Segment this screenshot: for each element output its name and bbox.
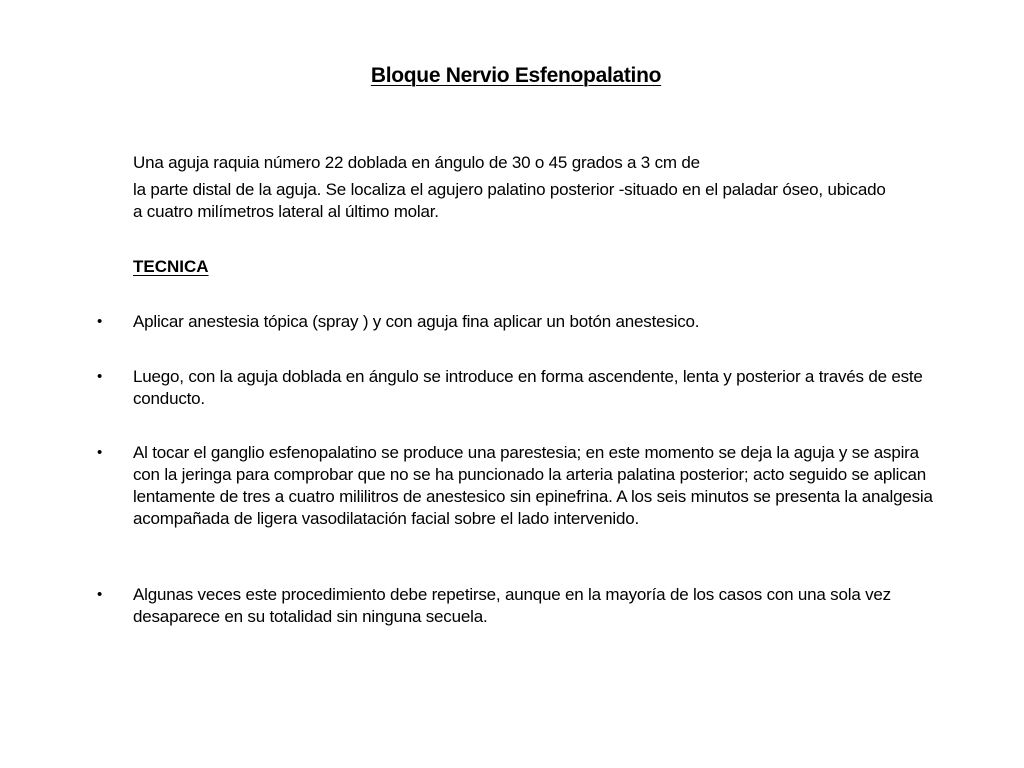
- bullet-text: Aplicar anestesia tópica (spray ) y con aguja fina aplicar un botón anestesico.: [133, 312, 700, 331]
- bullet-marker: •: [97, 313, 103, 330]
- bullet-text: Luego, con la aguja doblada en ángulo se introduce en forma ascendente, lenta y posterior a través de este conducto.: [133, 367, 923, 408]
- slide-title: Bloque Nervio Esfenopalatino: [370, 64, 662, 87]
- intro-paragraph: [133, 152, 945, 223]
- bullet-marker: •: [97, 586, 103, 603]
- section-heading-tecnica: TECNICA: [133, 257, 209, 276]
- bullet-item: [97, 584, 945, 628]
- bullet-text: Al tocar el ganglio esfenopalatino se produce una parestesia; en este momento se deja la aguja y se aspira con la jeringa para comprobar que no se ha puncionado la arteria palatina posterior; acto seguido se aplican lentamente de tres a cuatro mililitros de anestesico sin epinefrina. A los seis minutos se presenta la analgesia acompañada de ligera vasodilatación facial sobre el lado intervenido.: [133, 443, 933, 528]
- intro-line-1: Una aguja raquia número 22 doblada en ángulo de 30 o 45 grados a 3 cm de: [133, 153, 700, 172]
- bullet-marker: •: [97, 444, 103, 461]
- bullet-marker: •: [97, 368, 103, 385]
- bullet-item: [97, 311, 945, 333]
- bullet-item: [97, 366, 945, 410]
- bullet-text: Algunas veces este procedimiento debe repetirse, aunque en la mayoría de los casos con una sola vez desaparece en su totalidad sin ninguna secuela.: [133, 585, 891, 626]
- bullet-item: [97, 442, 945, 530]
- intro-line-rest: la parte distal de la aguja. Se localiza el agujero palatino posterior -situado en el paladar óseo, ubicado a cuatro milímetros lateral al último molar.: [133, 180, 886, 221]
